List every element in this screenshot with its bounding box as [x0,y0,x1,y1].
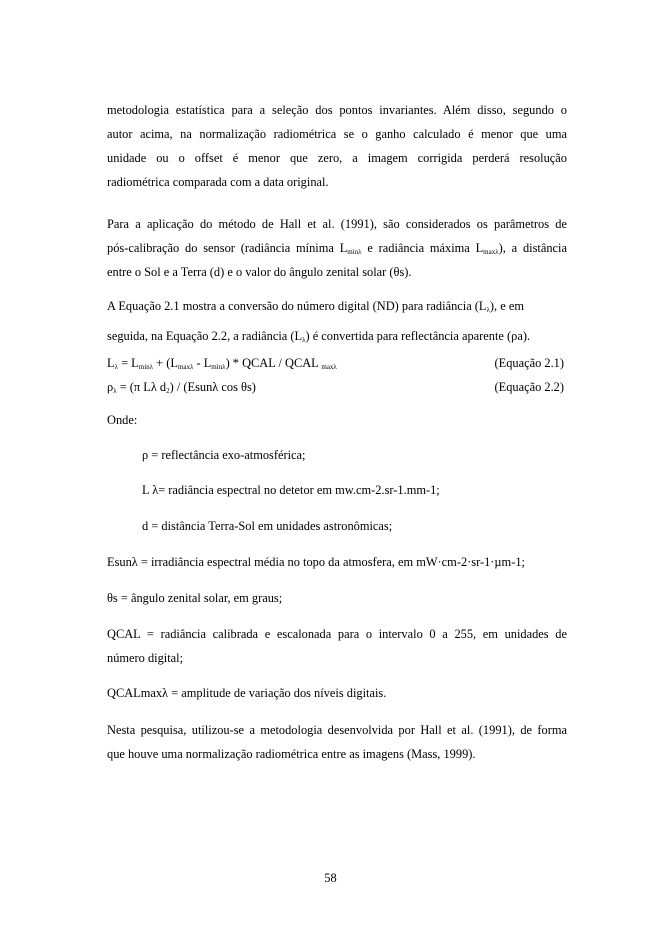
text-line: número digital; [107,651,184,665]
paragraph-conclusion [107,718,567,766]
text-line: QCAL = radiância calibrada e escalonada para o intervalo 0 a 255, em unidades de [107,627,567,641]
equation-label: (Equação 2.2) [494,380,564,394]
text-line: radiométrica comparada com a data original. [107,175,329,189]
text-line: metodologia estatística para a seleção dos pontos invariantes. Além disso, segundo o [107,103,567,117]
text-line: Para a aplicação do método de Hall et al. (1991), são considerados os parâmetros de [107,217,567,231]
text-line: que houve uma normalização radiométrica entre as imagens (Mass, 1999). [107,747,476,761]
definition-distance: d = distância Terra-Sol em unidades astronômicas; [142,519,393,533]
paragraph-hall-method [107,212,567,284]
definition-theta: θs = ângulo zenital solar, em graus; [107,591,283,605]
equation-2-1 [107,353,564,373]
text-line: unidade ou o offset é menor que zero, a imagem corrigida perderá resolução [107,151,567,165]
paragraph-methodology [107,98,567,194]
equation-2-2 [107,377,564,397]
text-line: seguida, na Equação 2.2, a radiância $(L_\lambda)$ é convertida para reflectância aparente (ρa). [107,329,531,344]
definition-qcalmax: QCALmaxλ = amplitude de variação dos níveis digitais. [107,686,387,700]
definition-qcal [107,622,567,670]
page-number: 58 [324,871,337,885]
equation-expression: $L_\lambda = L_{min\lambda} + (L_{max\lambda} - L_{min\lambda})$ * QCAL / QCAL $_{max\lambda}$ [107,356,337,371]
definition-radiance: L λ= radiância espectral no detetor em mw.cm-2.sr-1.mm-1; [142,483,440,497]
paragraph-equation-intro [107,294,567,348]
equation-expression: $\rho_\lambda = (\pi$ Lλ $d_2$) / (Esunλ cos θs) [107,380,256,395]
definition-esun: Esunλ = irradiância espectral média no topo da atmosfera, em mW·cm-2·sr-1·µm-1; [107,555,525,569]
onde-label: Onde: [107,413,138,427]
equation-label: (Equação 2.1) [494,356,564,370]
text-line: Nesta pesquisa, utilizou-se a metodologia desenvolvida por Hall et al. (1991), de forma [107,723,567,737]
text-line: autor acima, na normalização radiométrica se o ganho calculado é menor que uma [107,127,567,141]
definition-rho: ρ = reflectância exo-atmosférica; [142,448,306,462]
text-line: entre o Sol e a Terra (d) e o valor do ângulo zenital solar (θs). [107,265,412,279]
text-line: pós-calibração do sensor (radiância mínima $L_{min\lambda}$ e radiância máxima $L_{max\lambda}$), a distância [107,241,567,256]
text-line: A Equação 2.1 mostra a conversão do número digital (ND) para radiância $(L_\lambda)$, e em [107,299,524,314]
